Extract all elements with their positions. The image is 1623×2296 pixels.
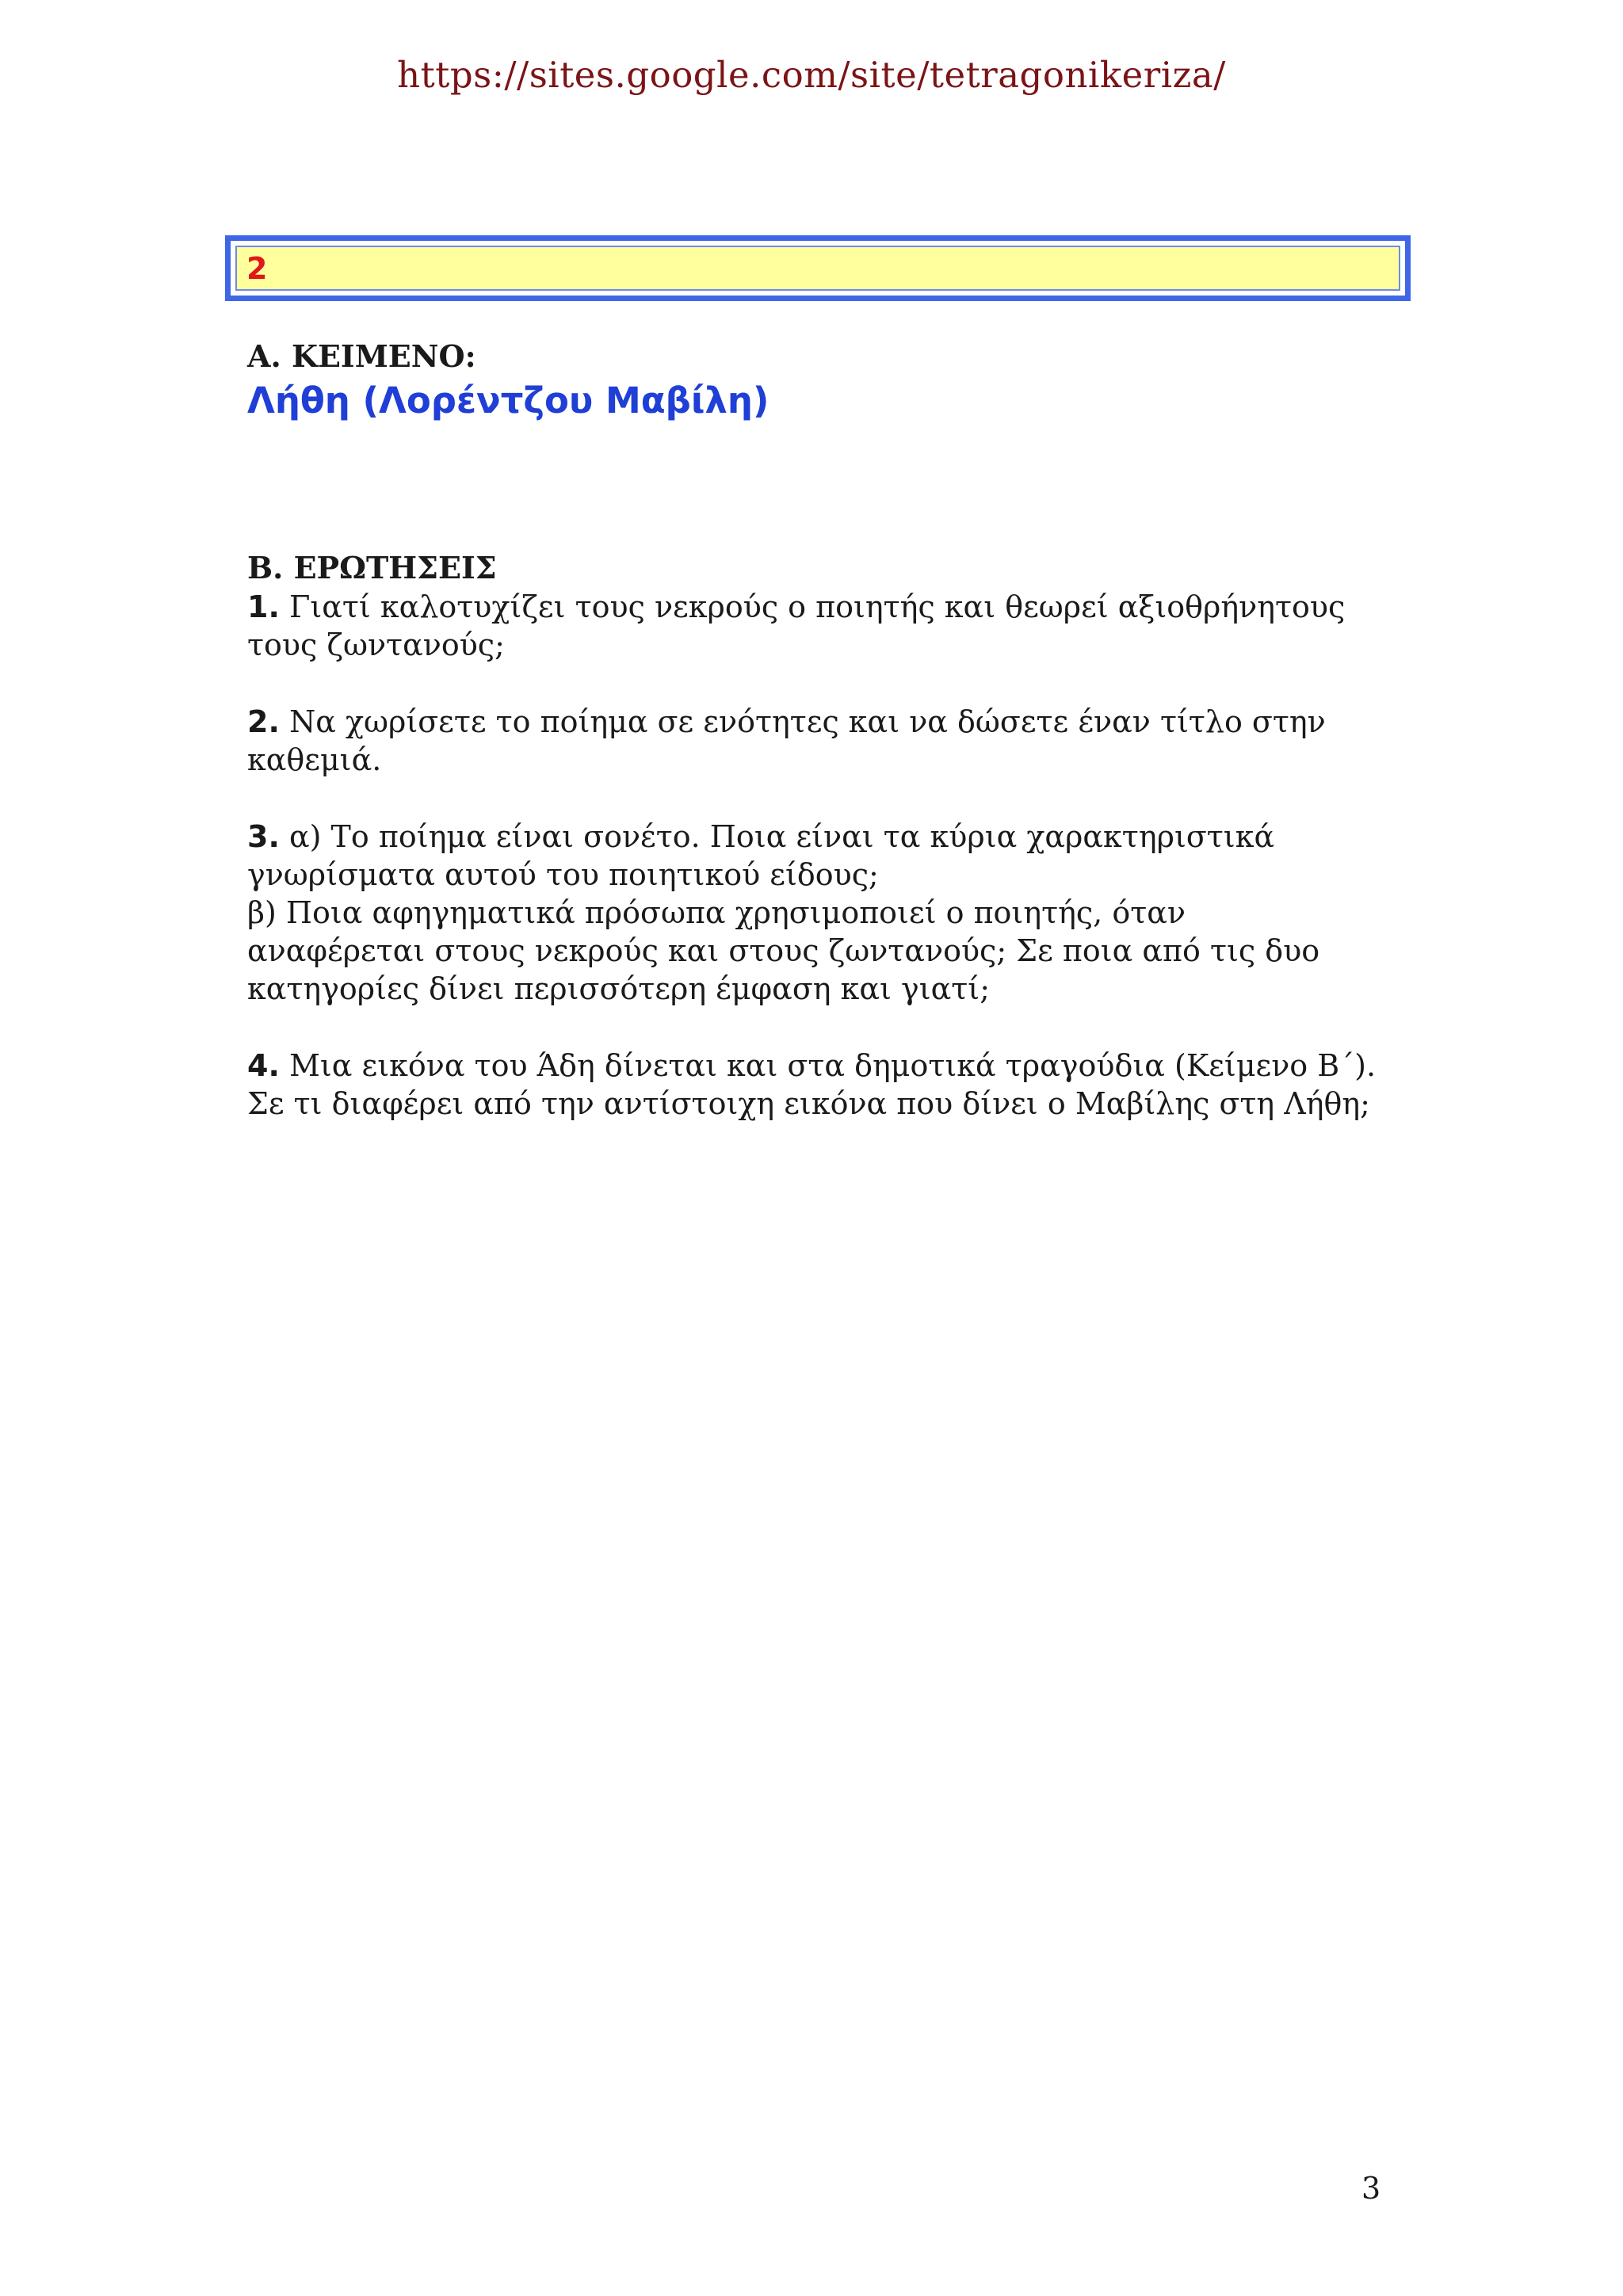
- part-b-heading: Β. ΕΡΩΤΗΣΕΙΣ: [247, 550, 497, 585]
- question-line: Μια εικόνα του Άδη δίνεται και στα δημοτικά τραγούδια (Κείμενο Β΄).: [288, 1048, 1377, 1083]
- question-number: 2.: [247, 704, 280, 739]
- question-line: Γιατί καλοτυχίζει τους νεκρούς ο ποιητής και θεωρεί αξιοθρήνητους: [288, 589, 1346, 624]
- question-4: [247, 1047, 1396, 1123]
- page-number: 3: [1361, 2171, 1381, 2206]
- question-1: [247, 588, 1396, 664]
- question-line: α) Το ποίημα είναι σονέτο. Ποια είναι τα κύρια χαρακτηριστικά: [288, 819, 1275, 854]
- question-line: Σε τι διαφέρει από την αντίστοιχη εικόνα που δίνει ο Μαβίλης στη Λήθη;: [247, 1086, 1370, 1121]
- section-number: 2: [246, 250, 268, 286]
- question-number: 4.: [247, 1048, 280, 1083]
- question-2: [247, 703, 1396, 779]
- part-a-heading: Α. ΚΕΙΜΕΝΟ:: [247, 338, 476, 374]
- poem-title: Λήθη (Λορέντζου Μαβίλη): [247, 379, 769, 421]
- question-line: καθεμιά.: [247, 742, 382, 777]
- document-body: [247, 336, 1396, 1123]
- question-line: γνωρίσματα αυτού του ποιητικού είδους;: [247, 857, 879, 892]
- question-line: κατηγορίες δίνει περισσότερη έμφαση και γιατί;: [247, 971, 990, 1006]
- question-line: Να χωρίσετε το ποίημα σε ενότητες και να δώσετε έναν τίτλο στην: [288, 704, 1326, 739]
- question-number: 3.: [247, 819, 280, 854]
- question-number: 1.: [247, 589, 280, 624]
- section-number-box-inner: [235, 246, 1400, 291]
- question-line: β) Ποια αφηγηματικά πρόσωπα χρησιμοποιεί ο ποιητής, όταν: [247, 895, 1186, 930]
- section-number-box: [225, 235, 1411, 301]
- site-url: https://sites.google.com/site/tetragonikeriza/: [397, 54, 1226, 96]
- question-3: [247, 818, 1396, 1008]
- question-line: τους ζωντανούς;: [247, 627, 505, 662]
- question-line: αναφέρεται στους νεκρούς και στους ζωντανούς; Σε ποια από τις δυο: [247, 933, 1320, 968]
